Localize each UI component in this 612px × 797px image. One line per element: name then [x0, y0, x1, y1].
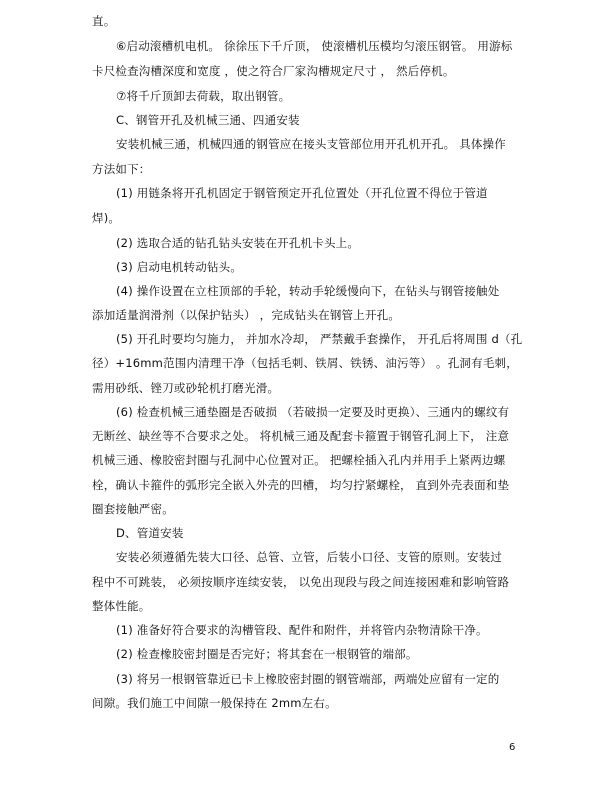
text-line: ⑥启动滚槽机电机。 徐徐压下千斤顶， 使滚槽机压模均匀滚压钢管。 用游标	[116, 39, 513, 53]
text-line: 安装机械三通，机械四通的钢管应在接头支管部位用开孔机开孔。 具体操作	[116, 137, 506, 151]
text-line: 栓，确认卡箍件的弧形完全嵌入外壳的凹槽， 均匀拧紧螺栓， 直到外壳表面和垫	[92, 478, 510, 492]
text-line: 无断丝、缺丝等不合要求之处。 将机械三通及配套卡箍置于钢管孔洞上下， 注意	[92, 429, 510, 443]
text-line: 需用砂纸、锉刀或砂轮机打磨光滑。	[92, 381, 280, 395]
text-line: (2) 检查橡胶密封圈是否完好；将其套在一根钢管的端部。	[116, 647, 418, 661]
text-line: ⑦将千斤顶卸去荷载，取出钢管。	[116, 89, 291, 103]
text-line: 焊)。	[92, 211, 121, 225]
text-line: (3) 将另一根钢管靠近已卡上橡胶密封圈的钢管端部，两端处应留有一定的	[116, 672, 500, 686]
text-line: (6) 检查机械三通垫圈是否破损 （若破损一定要及时更换）、三通内的螺纹有	[116, 405, 510, 419]
text-line: 径）+16mm范围内清理干净（包括毛刺、铁屑、铁锈、油污等） 。孔洞有毛刺，	[92, 356, 518, 370]
text-line: (2) 选取合适的钻孔钻头安装在开孔机卡头上。	[116, 236, 360, 250]
text-line: 直。	[92, 14, 116, 28]
text-line: (4) 操作设置在立柱顶部的手轮，转动手轮缓慢向下，在钻头与钢管接触处	[116, 284, 500, 298]
text-line: 间隙。我们施工中间隙一般保持在 2mm左右。	[92, 696, 337, 710]
page-number: 6	[509, 742, 516, 753]
section-heading-c: C、钢管开孔及机械三通、四通安装	[116, 113, 300, 127]
text-line: (3) 启动电机转动钻头。	[116, 260, 243, 274]
text-line: 卡尺检查沟槽深度和宽度 ，使之符合厂家沟槽规定尺寸 ， 然后停机。	[92, 64, 455, 78]
text-line: (5) 开孔时要均匀施力， 并加水冷却， 严禁戴手套操作， 开孔后将周围 d（孔	[116, 332, 523, 346]
text-line: 添加适量润滑剂（以保护钻头） ，完成钻头在钢管上开孔。	[92, 308, 401, 322]
text-line: 圈套接触严密。	[92, 502, 174, 516]
text-line: 方法如下：	[92, 162, 151, 176]
text-line: (1) 用链条将开孔机固定于钢管预定开孔位置处（开孔位置不得位于管道	[116, 186, 488, 200]
text-line: 程中不可跳装， 必须按顺序连续安装， 以免出现段与段之间连接困难和影响管路	[92, 575, 510, 589]
text-line: 整体性能。	[92, 599, 151, 613]
text-line: 安装必须遵循先装大口径、总管、立管，后装小口径、支管的原则。安装过	[116, 550, 503, 564]
section-heading-d: D、管道安装	[116, 526, 184, 540]
text-line: 机械三通、橡胶密封圈与孔洞中心位置对正。 把螺栓插入孔内并用手上紧两边螺	[92, 453, 506, 467]
text-line: (1) 准备好符合要求的沟槽管段、配件和附件，并将管内杂物清除干净。	[116, 623, 488, 637]
